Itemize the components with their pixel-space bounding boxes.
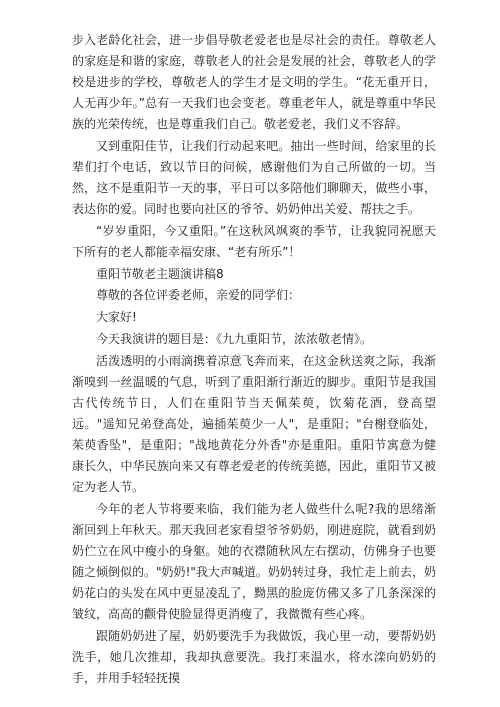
paragraph-grandma: 今年的老人节将要来临，我们能为老人做些什么呢?我的思绪渐渐回到上年秋天。那天我回老家看望爷爷奶奶，刚进庭院，就看到奶奶伫立在风中瘦小的身躯。她的衣襟随秋风左右摆动，仿佛身子也要随之倾倒似的。"奶奶!"我大声喊道。奶奶转过身，我忙走上前去，奶奶花白的头发在风中更显凌乱了，黝黑的脸庞仿佛又多了几条深深的皱纹，高高的颧骨使脸显得更消瘦了，我微微有些心疼。 [72, 502, 436, 621]
paragraph-blessing: “岁岁重阳，今又重阳。”在这秋风飒爽的季节，让我貌同祝愿天下所有的老人都能幸福安康、“老有所乐”！ [72, 224, 436, 259]
salutation: 尊敬的各位评委老师，亲爱的同学们： [96, 288, 301, 302]
greeting: 大家好! [96, 310, 137, 324]
paragraph-intro: 步入老龄化社会，进一步倡导敬老爱老也是尽社会的责任。尊敬老人的家庭是和谐的家庭，尊敬老人的社会是发展的社会，尊敬老人的学校是进步的学校，尊敬老人的学生才是文明的学生。“花无重开日，人无再少年。”总有一天我们也会变老。尊重老年人，就是尊重中华民族的光荣传统，也是尊重我们自己。敬老爱老，我们义不容辞。 [72, 33, 436, 131]
paragraph-double-ninth: 又到重阳佳节，让我们行动起来吧。抽出一些时间，给家里的长辈们打个电话，致以节日的问候，感谢他们为自己所做的一切。当然，这不是重阳节一天的事，平日可以多陪他们聊聊天，做些小事，表达你的爱。同时也要向社区的爷爷、奶奶伸出关爱、帮扶之手。 [72, 139, 436, 216]
speech-topic: 今天我演讲的题目是：《九九重阳节，浓浓敬老情》。 [96, 332, 373, 346]
speech-title: 重阳节敬老主题演讲稿8 [96, 267, 224, 281]
document-page [72, 30, 436, 690]
paragraph-raindrops: 活泼透明的小雨滴携着凉意飞奔而来，在这金秋送爽之际，我渐渐嗅到一丝温暖的气息，听到了重阳渐行渐近的脚步。重阳节是我国古代传统节日，人们在重阳节当天佩茱萸，饮菊花酒，登高望远。"遥知兄弟登高处，遍插茱萸少一人"，是重阳；"台榭登临处，茱萸香坠"，是重阳；"战地黄花分外香"亦是重阳。重阳节寓意为健康长久，中华民族向来又有尊老爱老的传统美德，因此，重阳节又被定为老人节。 [72, 354, 436, 494]
paragraph-wash-hands: 跟随奶奶进了屋，奶奶要洗手为我做饭，我心里一动，要帮奶奶洗手，她几次推却，我却执意要洗。我打来温水，将水滦向奶奶的手，并用手轻轻抚摸 [72, 629, 436, 685]
